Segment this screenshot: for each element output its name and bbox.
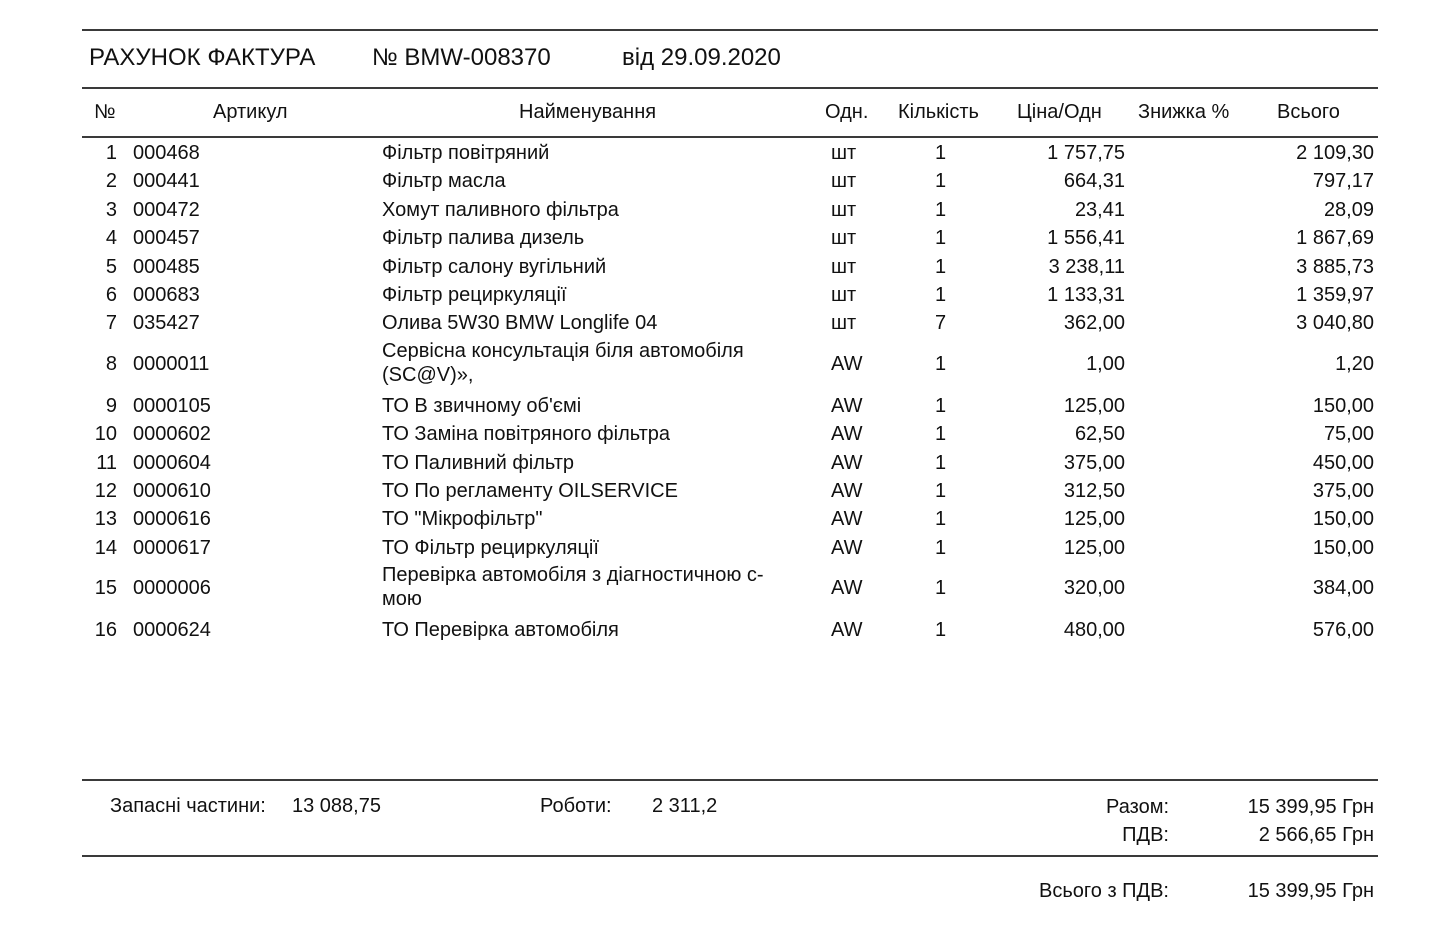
unit-price: 1 133,31 <box>1047 283 1125 306</box>
unit: AW <box>831 423 863 446</box>
line-total: 150,00 <box>1312 508 1374 531</box>
line-total: 150,00 <box>1312 394 1374 417</box>
row-number: 1 <box>105 142 117 164</box>
table-row <box>0 393 1440 421</box>
subtotal-value: 15 399,95 Грн <box>1247 796 1374 818</box>
item-name: Хомут паливного фільтра <box>382 198 619 221</box>
item-name: Фільтр салону вугільний <box>382 255 607 278</box>
row-number: 6 <box>105 283 117 306</box>
quantity: 1 <box>935 536 947 559</box>
column-header-unit-price: Ціна/Одн <box>1017 101 1102 123</box>
quantity: 1 <box>935 198 947 221</box>
quantity: 1 <box>935 508 947 531</box>
grand-total-value: 15 399,95 Грн <box>1247 880 1374 902</box>
unit: AW <box>831 451 863 474</box>
row-number: 4 <box>105 227 117 250</box>
table-row <box>0 282 1440 310</box>
unit-price: 664,31 <box>1063 170 1125 193</box>
row-number: 9 <box>105 394 117 417</box>
table-row <box>0 168 1440 196</box>
column-header-name: Найменування <box>519 101 657 123</box>
quantity: 1 <box>935 352 947 375</box>
item-name: ТО Перевірка автомобіля <box>382 619 619 642</box>
article-code: 0000617 <box>133 536 211 559</box>
work-label: Роботи: <box>540 795 612 817</box>
table-row <box>0 421 1440 449</box>
item-name: Перевірка автомобіля з діагностичною с-мою <box>382 564 764 611</box>
unit: AW <box>831 536 863 559</box>
parts-label: Запасні частини: <box>110 795 266 817</box>
row-number: 5 <box>105 255 117 278</box>
quantity: 1 <box>935 479 947 502</box>
invoice-title: РАХУНОК ФАКТУРА <box>89 44 316 71</box>
quantity: 1 <box>935 142 947 164</box>
line-total: 1 359,97 <box>1296 283 1374 306</box>
table-row <box>0 535 1440 563</box>
quantity: 1 <box>935 283 947 306</box>
quantity: 7 <box>935 312 947 335</box>
item-name: ТО Фільтр рециркуляції <box>382 536 599 559</box>
table-row <box>0 197 1440 225</box>
unit: шт <box>831 283 857 306</box>
item-name: Фільтр рециркуляції <box>382 283 567 306</box>
quantity: 1 <box>935 451 947 474</box>
unit-price: 480,00 <box>1063 619 1125 642</box>
unit-price: 375,00 <box>1063 451 1125 474</box>
quantity: 1 <box>935 227 947 250</box>
article-code: 0000006 <box>133 577 211 600</box>
column-header-quantity: Кількість <box>898 101 979 123</box>
unit-price: 1,00 <box>1086 352 1125 375</box>
unit-price: 125,00 <box>1063 394 1125 417</box>
row-number: 11 <box>96 451 117 474</box>
summary-bottom-rule <box>82 855 1378 857</box>
table-row <box>0 450 1440 478</box>
item-name: ТО "Мікрофільтр" <box>382 508 543 531</box>
article-code: 0000624 <box>133 619 211 642</box>
article-code: 0000602 <box>133 423 211 446</box>
table-row <box>0 478 1440 506</box>
summary-top-rule <box>82 779 1378 781</box>
line-total: 375,00 <box>1312 479 1374 502</box>
unit: шт <box>831 142 857 164</box>
item-name: ТО Заміна повітряного фільтра <box>382 423 670 446</box>
item-name: ТО По регламенту OILSERVICE <box>382 479 678 502</box>
article-code: 000441 <box>133 170 200 193</box>
article-code: 0000610 <box>133 479 211 502</box>
quantity: 1 <box>935 170 947 193</box>
invoice-number: № BMW-008370 <box>372 44 551 71</box>
quantity: 1 <box>935 423 947 446</box>
item-name: Фільтр повітряний <box>382 142 550 164</box>
unit: шт <box>831 312 857 335</box>
article-code: 000468 <box>133 142 200 164</box>
article-code: 000485 <box>133 255 200 278</box>
line-total: 384,00 <box>1312 577 1374 600</box>
table-row <box>0 140 1440 168</box>
row-number: 15 <box>94 577 117 600</box>
unit: шт <box>831 255 857 278</box>
unit-price: 23,41 <box>1074 198 1125 221</box>
quantity: 1 <box>935 255 947 278</box>
table-row <box>0 563 1440 617</box>
row-number: 10 <box>94 423 117 446</box>
unit: AW <box>831 577 863 600</box>
line-total: 1 867,69 <box>1296 227 1374 250</box>
row-number: 16 <box>94 619 117 642</box>
line-total: 75,00 <box>1323 423 1374 446</box>
row-number: 13 <box>94 508 117 531</box>
table-row <box>0 617 1440 645</box>
article-code: 000457 <box>133 227 200 250</box>
unit-price: 3 238,11 <box>1048 255 1125 278</box>
unit: AW <box>831 508 863 531</box>
unit-price: 62,50 <box>1074 423 1125 446</box>
vat-value: 2 566,65 Грн <box>1258 824 1374 846</box>
column-header-no: № <box>94 101 116 123</box>
line-total: 3 885,73 <box>1296 255 1374 278</box>
column-header-total: Всього <box>1277 101 1340 123</box>
unit-price: 320,00 <box>1063 577 1125 600</box>
vat-label: ПДВ: <box>1122 824 1169 846</box>
unit-price: 362,00 <box>1063 312 1125 335</box>
article-code: 0000011 <box>133 352 210 375</box>
unit: AW <box>831 352 863 375</box>
quantity: 1 <box>935 394 947 417</box>
table-row <box>0 506 1440 534</box>
header-bottom-rule <box>82 136 1378 138</box>
article-code: 035427 <box>133 312 200 335</box>
unit-price: 1 757,75 <box>1047 142 1125 164</box>
unit-price: 125,00 <box>1063 536 1125 559</box>
line-total: 2 109,30 <box>1296 142 1374 164</box>
article-code: 000683 <box>133 283 200 306</box>
grand-total-label: Всього з ПДВ: <box>1039 880 1169 902</box>
invoice-date: від 29.09.2020 <box>622 44 781 71</box>
quantity: 1 <box>935 577 947 600</box>
table-row <box>0 254 1440 282</box>
table-row <box>0 310 1440 338</box>
row-number: 7 <box>105 312 117 335</box>
unit: AW <box>831 619 863 642</box>
column-header-unit: Одн. <box>825 101 869 123</box>
item-name: Фільтр масла <box>382 170 506 193</box>
item-name: ТО Паливний фільтр <box>382 451 575 474</box>
table-row <box>0 225 1440 253</box>
article-code: 0000616 <box>133 508 211 531</box>
top-rule <box>82 29 1378 31</box>
unit: шт <box>831 198 857 221</box>
header-top-rule <box>82 87 1378 89</box>
item-name: Фільтр палива дизель <box>382 227 585 250</box>
row-number: 8 <box>105 352 117 375</box>
article-code: 000472 <box>133 198 200 221</box>
line-total: 28,09 <box>1323 198 1374 221</box>
line-total: 576,00 <box>1312 619 1374 642</box>
unit-price: 312,50 <box>1063 479 1125 502</box>
subtotal-label: Разом: <box>1106 796 1169 818</box>
line-total: 1,20 <box>1335 352 1374 375</box>
unit: шт <box>831 227 857 250</box>
row-number: 3 <box>105 198 117 221</box>
unit: шт <box>831 170 857 193</box>
row-number: 14 <box>94 536 117 559</box>
line-total: 3 040,80 <box>1296 312 1374 335</box>
row-number: 12 <box>94 479 117 502</box>
article-code: 0000604 <box>133 451 211 474</box>
unit-price: 125,00 <box>1063 508 1125 531</box>
line-total: 150,00 <box>1312 536 1374 559</box>
article-code: 0000105 <box>133 394 211 417</box>
parts-value: 13 088,75 <box>292 795 381 817</box>
invoice-table-body <box>0 140 1440 645</box>
unit: AW <box>831 479 863 502</box>
column-header-article: Артикул <box>213 101 288 123</box>
work-value: 2 311,2 <box>652 795 718 817</box>
row-number: 2 <box>105 170 117 193</box>
unit-price: 1 556,41 <box>1047 227 1125 250</box>
table-row <box>0 339 1440 393</box>
quantity: 1 <box>935 619 947 642</box>
item-name: Олива 5W30 BMW Longlife 04 <box>382 312 658 335</box>
line-total: 450,00 <box>1312 451 1374 474</box>
column-header-discount: Знижка % <box>1138 101 1230 123</box>
unit: AW <box>831 394 863 417</box>
item-name: Сервісна консультація біля автомобіля (SC@V)», <box>382 339 744 386</box>
line-total: 797,17 <box>1312 170 1374 193</box>
item-name: ТО В звичному об'ємі <box>382 394 582 417</box>
